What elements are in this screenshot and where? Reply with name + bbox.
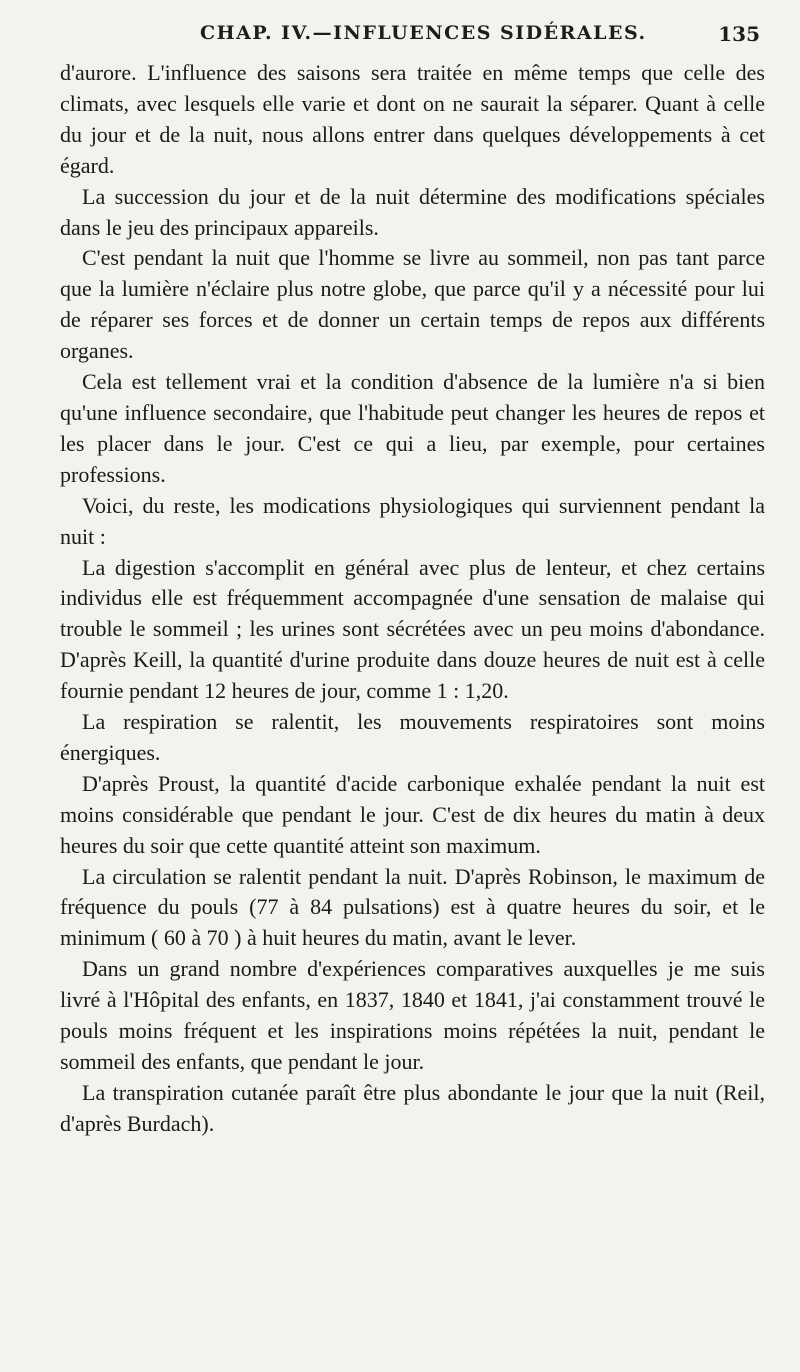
paragraph: d'aurore. L'influence des saisons sera traitée en même temps que celle des climats, avec lesquels elle varie et dont on ne saurait la séparer. Quant à celle du jour et de la nuit, nous allons entrer dans quelques développements à cet égard. <box>60 60 765 178</box>
paragraph: La digestion s'accomplit en général avec plus de lenteur, et chez certains individus elle est fréquemment accompagnée d'une sensation de malaise qui trouble le sommeil ; les urines sont sécrétées avec un peu moins d'abondance. D'après Keill, la quantité d'urine produite dans douze heures de nuit est à celle fournie pendant 12 heures de jour, comme 1 : 1,20. <box>60 554 765 704</box>
paragraph: Cela est tellement vrai et la condition d'absence de la lumière n'a si bien qu'une influence secondaire, que l'habitude peut changer les heures de repos et les placer dans le jour. C'est ce qui a lieu, par exemple, pour certaines professions. <box>60 369 765 487</box>
running-header <box>60 22 760 60</box>
paragraph: La succession du jour et de la nuit détermine des modifications spéciales dans le jeu des principaux appareils. <box>60 183 765 240</box>
chapter-title: CHAP. IV.—INFLUENCES SIDÉRALES. <box>200 22 647 44</box>
paragraph: C'est pendant la nuit que l'homme se livre au sommeil, non pas tant parce que la lumière n'éclaire plus notre globe, que parce qu'il y a nécessité pour lui de réparer ses forces et de donner un certain temps de repos aux différents organes. <box>60 245 765 364</box>
paragraph: La circulation se ralentit pendant la nuit. D'après Robinson, le maximum de fréquence du pouls (77 à 84 pulsations) est à quatre heures du soir, et le minimum ( 60 à 70 ) à huit heures du matin, avant le lever. <box>60 863 765 951</box>
paragraph: D'après Proust, la quantité d'acide carbonique exhalée pendant la nuit est moins considérable que pendant le jour. C'est de dix heures du matin à deux heures du soir que cette quantité atteint son maximum. <box>60 770 765 858</box>
paragraph: Voici, du reste, les modications physiologiques qui surviennent pendant la nuit : <box>60 492 765 549</box>
page-number: 135 <box>718 22 760 46</box>
paragraph: La respiration se ralentit, les mouvements respiratoires sont moins énergiques. <box>60 709 765 765</box>
body-text <box>60 58 765 1140</box>
paragraph: Dans un grand nombre d'expériences comparatives auxquelles je me suis livré à l'Hôpital des enfants, en 1837, 1840 et 1841, j'ai constamment trouvé le pouls moins fréquent et les inspirations moins répétées la nuit, pendant le sommeil des enfants, que pendant le jour. <box>60 956 765 1074</box>
paragraph: La transpiration cutanée paraît être plus abondante le jour que la nuit (Reil, d'après Burdach). <box>60 1079 765 1136</box>
